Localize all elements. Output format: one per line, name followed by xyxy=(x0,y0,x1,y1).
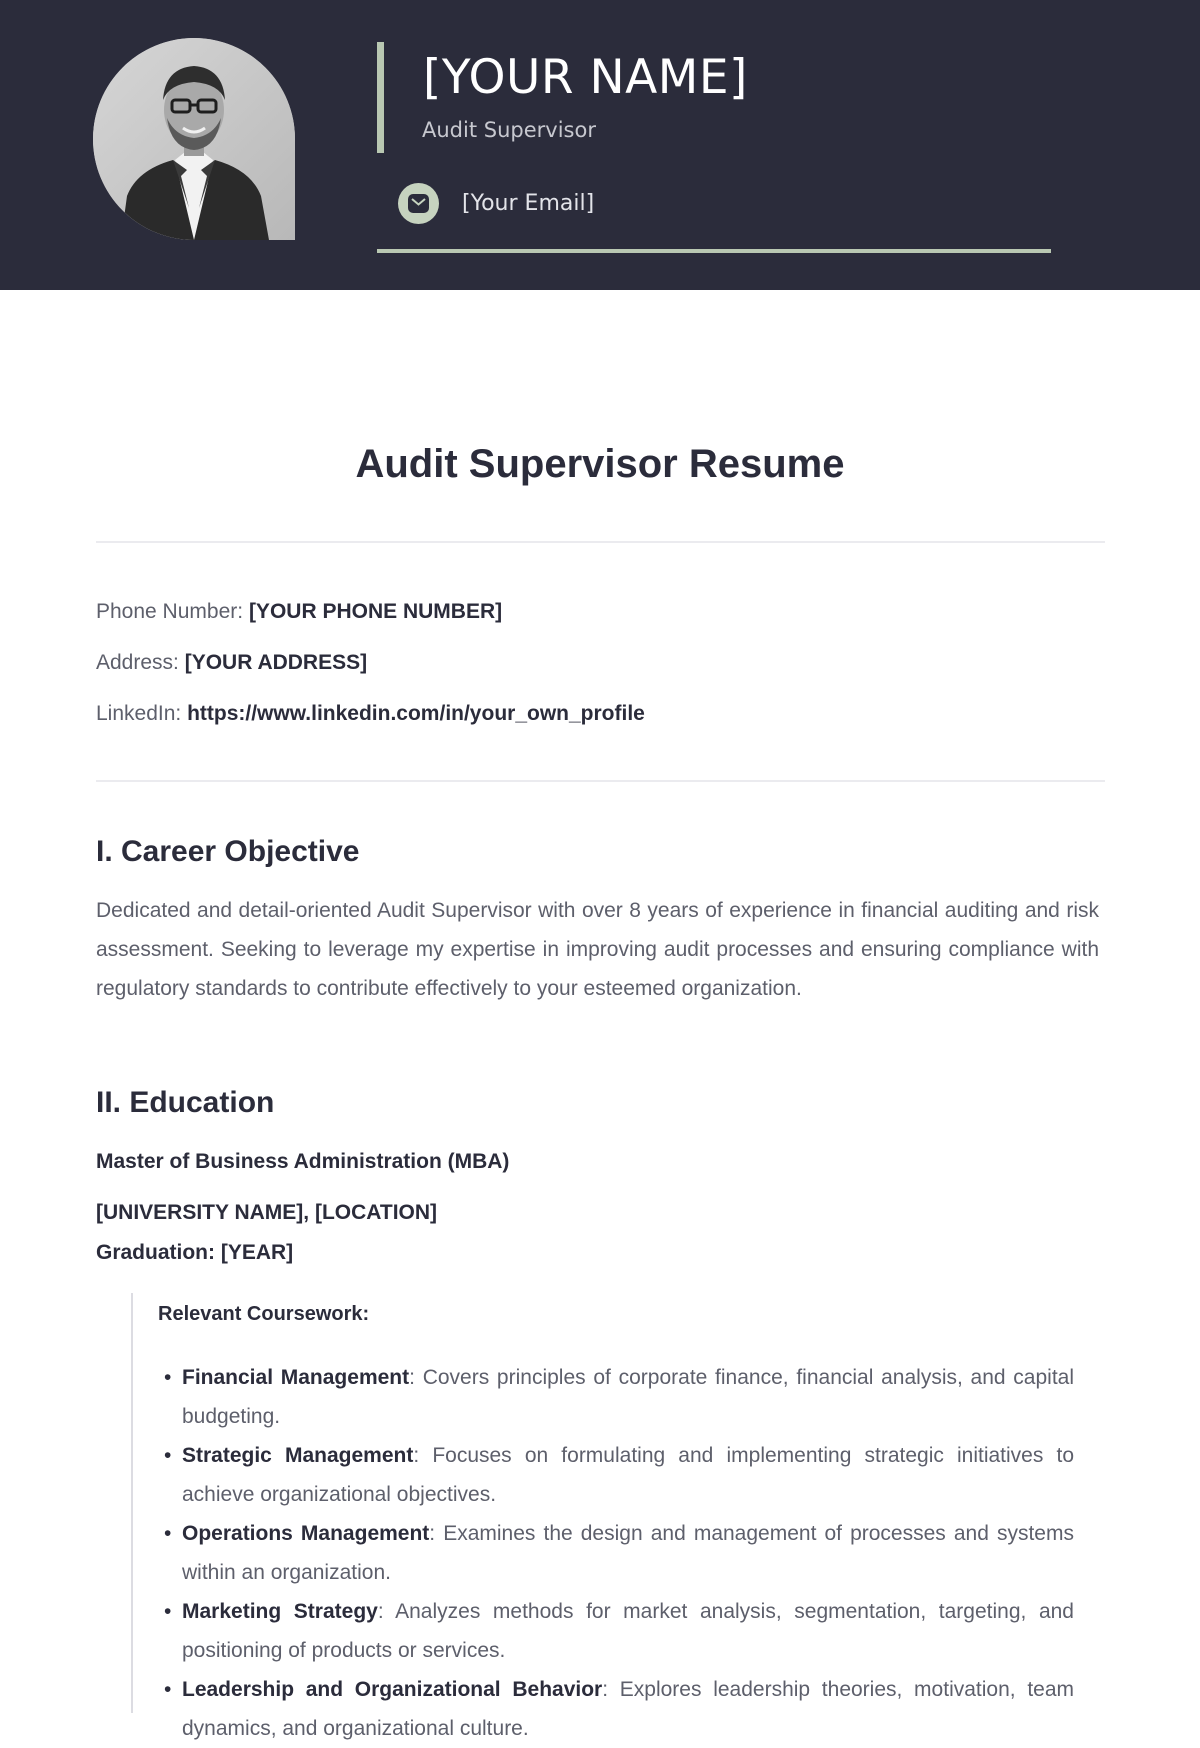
document-title: Audit Supervisor Resume xyxy=(355,442,845,486)
address-label: Address: xyxy=(96,651,179,674)
course-title: Operations Management xyxy=(182,1522,430,1545)
coursework-heading: Relevant Coursework: xyxy=(158,1303,370,1325)
email-address: [Your Email] xyxy=(462,191,595,216)
divider xyxy=(96,541,1105,543)
envelope-icon xyxy=(398,183,439,224)
course-title: Marketing Strategy xyxy=(182,1600,378,1623)
header-accent-bar xyxy=(377,42,384,153)
section-heading-career-objective: I. Career Objective xyxy=(96,835,360,868)
list-item xyxy=(158,1358,1074,1436)
course-description: : Examines the design and management of processes and systems within an organization. xyxy=(182,1522,1074,1584)
course-description: : Covers principles of corporate finance, financial analysis, and capital budgeting. xyxy=(182,1366,1075,1428)
linkedin-link[interactable]: https://www.linkedin.com/in/your_own_profile xyxy=(187,702,645,725)
graduation-year: Graduation: [YEAR] xyxy=(96,1241,294,1264)
phone-label: Phone Number: xyxy=(96,600,244,623)
coursework-list xyxy=(158,1358,1074,1748)
phone-value: [YOUR PHONE NUMBER] xyxy=(248,600,503,623)
profile-photo xyxy=(93,38,295,240)
resume-header xyxy=(0,0,1200,290)
list-item xyxy=(158,1514,1074,1592)
course-title: Strategic Management xyxy=(182,1444,414,1467)
course-title: Leadership and Organizational Behavior xyxy=(182,1678,603,1701)
candidate-job-title: Audit Supervisor xyxy=(422,118,596,142)
course-description: : Explores leadership theories, motivation, team dynamics, and organizational culture. xyxy=(182,1678,1075,1740)
list-item xyxy=(158,1670,1074,1748)
list-item xyxy=(158,1592,1074,1670)
institution: [UNIVERSITY NAME], [LOCATION] xyxy=(96,1201,438,1224)
candidate-name: [YOUR NAME] xyxy=(423,50,748,105)
linkedin-label: LinkedIn: xyxy=(96,702,182,725)
header-divider xyxy=(377,249,1051,253)
course-title: Financial Management xyxy=(182,1366,410,1389)
career-objective-text: Dedicated and detail-oriented Audit Supervisor with over 8 years of experience in financial auditing and risk assessment. Seeking to leverage my expertise in improving audit processes and ensuring compliance with regulatory standards to contribute effectively to your esteemed organization. xyxy=(96,899,1099,1000)
divider xyxy=(96,780,1105,782)
section-heading-education: II. Education xyxy=(96,1086,275,1119)
course-description: : Focuses on formulating and implementing strategic initiatives to achieve organizational objectives. xyxy=(182,1444,1075,1506)
coursework-quote-bar xyxy=(131,1293,133,1713)
course-description: : Analyzes methods for market analysis, segmentation, targeting, and positioning of products or services. xyxy=(182,1600,1074,1662)
address-value: [YOUR ADDRESS] xyxy=(184,651,368,674)
contact-phone xyxy=(96,600,502,624)
contact-linkedin xyxy=(96,702,645,726)
contact-address xyxy=(96,651,367,675)
list-item xyxy=(158,1436,1074,1514)
degree-name: Master of Business Administration (MBA) xyxy=(96,1150,510,1173)
